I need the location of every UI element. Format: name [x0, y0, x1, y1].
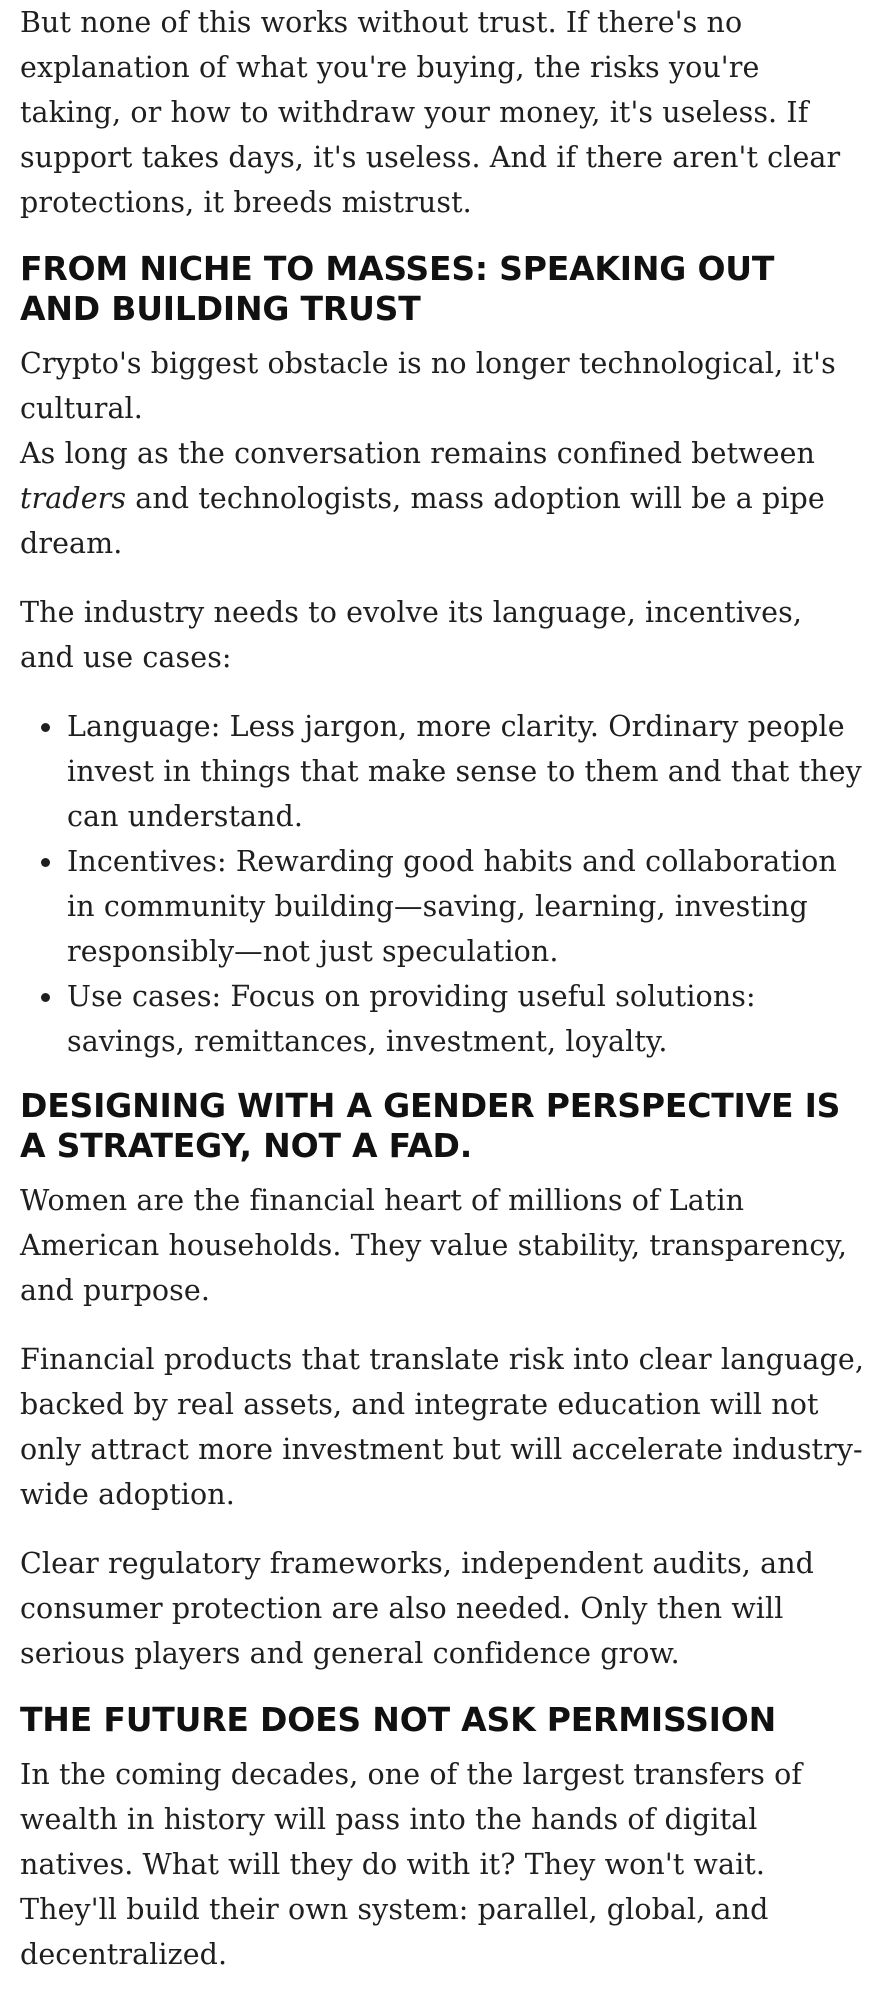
traders-emphasis: traders [20, 482, 127, 515]
list-item-language: Language: Less jargon, more clarity. Ordinary people invest in things that make sense to them and that they can understand. [67, 704, 865, 839]
article-body [20, 0, 865, 2001]
paragraph-mass-adoption-start: As long as the conversation remains confined between [20, 437, 816, 470]
list-item-incentives: Incentives: Rewarding good habits and collaboration in community building—saving, learning, investing responsibly—not just speculation. [67, 839, 865, 974]
evolution-list [20, 704, 865, 1064]
heading-gender-perspective: DESIGNING WITH A GENDER PERSPECTIVE IS A STRATEGY, NOT A FAD. [20, 1086, 841, 1165]
paragraph-women-financial-heart: Women are the financial heart of millions of Latin American households. They value stability, transparency, and purpose. [20, 1184, 848, 1307]
paragraph-crypto-obstacle: Crypto's biggest obstacle is no longer technological, it's cultural. [20, 347, 836, 425]
paragraph-industry-needs: The industry needs to evolve its language, incentives, and use cases: [20, 596, 802, 674]
list-item-use-cases: Use cases: Focus on providing useful solutions: savings, remittances, investment, loyalty. [67, 974, 865, 1064]
paragraph-financial-products: Financial products that translate risk into clear language, backed by real assets, and integrate education will not only attract more investment but will accelerate industry-wide adoption. [20, 1343, 864, 1511]
heading-future-permission: THE FUTURE DOES NOT ASK PERMISSION [20, 1700, 776, 1739]
paragraph-mass-adoption [20, 431, 865, 566]
paragraph-wealth-transfer: In the coming decades, one of the largest transfers of wealth in history will pass into the hands of digital natives. What will they do with it? They won't wait. They'll build their own system: parallel, global, and decentralized. [20, 1758, 803, 1971]
heading-niche-to-masses: FROM NICHE TO MASSES: SPEAKING OUT AND BUILDING TRUST [20, 249, 775, 328]
paragraph-mass-adoption-end: and technologists, mass adoption will be a pipe dream. [20, 482, 825, 560]
paragraph-regulatory-frameworks: Clear regulatory frameworks, independent audits, and consumer protection are also needed. Only then will serious players and general confidence grow. [20, 1547, 815, 1670]
intro-paragraph: But none of this works without trust. If there's no explanation of what you're buying, the risks you're taking, or how to withdraw your money, it's useless. If support takes days, it's useless. And if there aren't clear protections, it breeds mistrust. [20, 6, 841, 219]
